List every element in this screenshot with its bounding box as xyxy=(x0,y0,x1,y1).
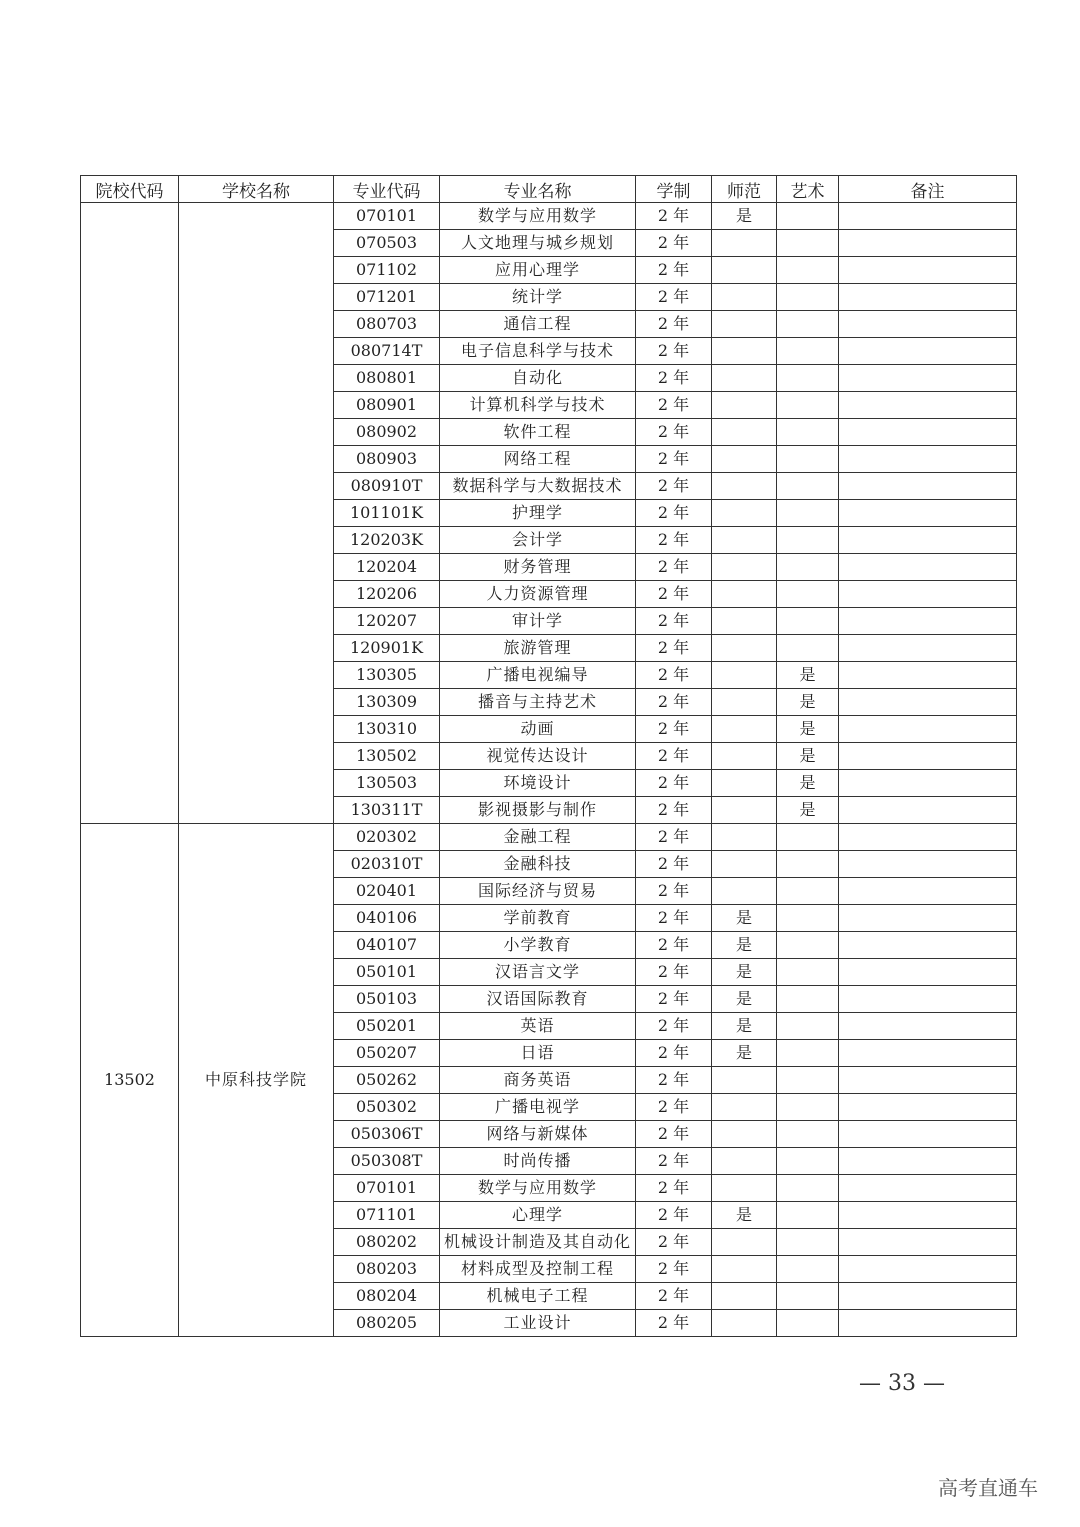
major-code-cell: 130309 xyxy=(334,689,440,716)
art-flag-cell xyxy=(777,392,839,419)
note-cell xyxy=(839,1310,1017,1337)
major-code-cell: 130502 xyxy=(334,743,440,770)
col-major-name-header: 专业名称 xyxy=(440,176,636,203)
major-name-cell: 英语 xyxy=(440,1013,636,1040)
major-code-cell: 071201 xyxy=(334,284,440,311)
major-code-cell: 070101 xyxy=(334,203,440,230)
col-school-code-header: 院校代码 xyxy=(81,176,179,203)
major-name-cell: 网络工程 xyxy=(440,446,636,473)
school-name-cell xyxy=(179,203,334,824)
duration-cell: 2 年 xyxy=(636,986,712,1013)
duration-cell: 2 年 xyxy=(636,257,712,284)
major-name-cell: 商务英语 xyxy=(440,1067,636,1094)
duration-cell: 2 年 xyxy=(636,311,712,338)
note-cell xyxy=(839,824,1017,851)
normal-flag-cell: 是 xyxy=(712,986,777,1013)
major-code-cell: 050302 xyxy=(334,1094,440,1121)
art-flag-cell xyxy=(777,1148,839,1175)
table-row xyxy=(81,203,1017,230)
major-name-cell: 时尚传播 xyxy=(440,1148,636,1175)
duration-cell: 2 年 xyxy=(636,797,712,824)
art-flag-cell xyxy=(777,932,839,959)
art-flag-cell xyxy=(777,1040,839,1067)
major-name-cell: 应用心理学 xyxy=(440,257,636,284)
col-school-name-header: 学校名称 xyxy=(179,176,334,203)
normal-flag-cell xyxy=(712,257,777,284)
art-flag-cell xyxy=(777,1202,839,1229)
duration-cell: 2 年 xyxy=(636,1202,712,1229)
major-name-cell: 机械电子工程 xyxy=(440,1283,636,1310)
major-name-cell: 环境设计 xyxy=(440,770,636,797)
major-code-cell: 080903 xyxy=(334,446,440,473)
major-name-cell: 计算机科学与技术 xyxy=(440,392,636,419)
major-name-cell: 通信工程 xyxy=(440,311,636,338)
normal-flag-cell xyxy=(712,1229,777,1256)
major-code-cell: 020302 xyxy=(334,824,440,851)
duration-cell: 2 年 xyxy=(636,1013,712,1040)
art-flag-cell xyxy=(777,365,839,392)
major-name-cell: 心理学 xyxy=(440,1202,636,1229)
normal-flag-cell xyxy=(712,527,777,554)
art-flag-cell xyxy=(777,1310,839,1337)
note-cell xyxy=(839,1229,1017,1256)
note-cell xyxy=(839,905,1017,932)
col-normal-header: 师范 xyxy=(712,176,777,203)
normal-flag-cell xyxy=(712,608,777,635)
duration-cell: 2 年 xyxy=(636,1175,712,1202)
major-name-cell: 人文地理与城乡规划 xyxy=(440,230,636,257)
normal-flag-cell xyxy=(712,581,777,608)
normal-flag-cell xyxy=(712,824,777,851)
art-flag-cell: 是 xyxy=(777,689,839,716)
normal-flag-cell xyxy=(712,1067,777,1094)
art-flag-cell: 是 xyxy=(777,662,839,689)
major-name-cell: 人力资源管理 xyxy=(440,581,636,608)
art-flag-cell: 是 xyxy=(777,743,839,770)
table-body xyxy=(81,203,1017,1337)
duration-cell: 2 年 xyxy=(636,824,712,851)
art-flag-cell xyxy=(777,1256,839,1283)
major-name-cell: 广播电视学 xyxy=(440,1094,636,1121)
major-name-cell: 护理学 xyxy=(440,500,636,527)
major-name-cell: 财务管理 xyxy=(440,554,636,581)
note-cell xyxy=(839,1256,1017,1283)
art-flag-cell xyxy=(777,500,839,527)
duration-cell: 2 年 xyxy=(636,959,712,986)
major-name-cell: 视觉传达设计 xyxy=(440,743,636,770)
major-code-cell: 080202 xyxy=(334,1229,440,1256)
major-code-cell: 080910T xyxy=(334,473,440,500)
duration-cell: 2 年 xyxy=(636,743,712,770)
major-code-cell: 080203 xyxy=(334,1256,440,1283)
normal-flag-cell xyxy=(712,500,777,527)
note-cell xyxy=(839,311,1017,338)
major-code-cell: 130310 xyxy=(334,716,440,743)
major-code-cell: 020401 xyxy=(334,878,440,905)
art-flag-cell xyxy=(777,905,839,932)
normal-flag-cell xyxy=(712,419,777,446)
major-name-cell: 网络与新媒体 xyxy=(440,1121,636,1148)
normal-flag-cell: 是 xyxy=(712,1202,777,1229)
duration-cell: 2 年 xyxy=(636,338,712,365)
duration-cell: 2 年 xyxy=(636,230,712,257)
duration-cell: 2 年 xyxy=(636,1283,712,1310)
school-code-cell: 13502 xyxy=(81,824,179,1337)
normal-flag-cell xyxy=(712,797,777,824)
duration-cell: 2 年 xyxy=(636,473,712,500)
major-name-cell: 自动化 xyxy=(440,365,636,392)
note-cell xyxy=(839,1040,1017,1067)
art-flag-cell xyxy=(777,878,839,905)
major-name-cell: 旅游管理 xyxy=(440,635,636,662)
normal-flag-cell xyxy=(712,716,777,743)
major-name-cell: 材料成型及控制工程 xyxy=(440,1256,636,1283)
major-code-cell: 120901K xyxy=(334,635,440,662)
normal-flag-cell xyxy=(712,473,777,500)
art-flag-cell xyxy=(777,1121,839,1148)
major-code-cell: 120203K xyxy=(334,527,440,554)
note-cell xyxy=(839,527,1017,554)
normal-flag-cell xyxy=(712,878,777,905)
duration-cell: 2 年 xyxy=(636,1148,712,1175)
note-cell xyxy=(839,986,1017,1013)
duration-cell: 2 年 xyxy=(636,392,712,419)
art-flag-cell: 是 xyxy=(777,797,839,824)
note-cell xyxy=(839,770,1017,797)
duration-cell: 2 年 xyxy=(636,662,712,689)
normal-flag-cell xyxy=(712,311,777,338)
duration-cell: 2 年 xyxy=(636,716,712,743)
duration-cell: 2 年 xyxy=(636,635,712,662)
art-flag-cell xyxy=(777,554,839,581)
major-code-cell: 040106 xyxy=(334,905,440,932)
duration-cell: 2 年 xyxy=(636,419,712,446)
normal-flag-cell: 是 xyxy=(712,905,777,932)
art-flag-cell xyxy=(777,635,839,662)
major-name-cell: 播音与主持艺术 xyxy=(440,689,636,716)
note-cell xyxy=(839,554,1017,581)
major-code-cell: 120206 xyxy=(334,581,440,608)
normal-flag-cell xyxy=(712,743,777,770)
note-cell xyxy=(839,257,1017,284)
art-flag-cell xyxy=(777,203,839,230)
duration-cell: 2 年 xyxy=(636,689,712,716)
duration-cell: 2 年 xyxy=(636,878,712,905)
school-code-cell xyxy=(81,203,179,824)
major-code-cell: 080205 xyxy=(334,1310,440,1337)
note-cell xyxy=(839,1094,1017,1121)
art-flag-cell xyxy=(777,824,839,851)
duration-cell: 2 年 xyxy=(636,851,712,878)
duration-cell: 2 年 xyxy=(636,1121,712,1148)
note-cell xyxy=(839,446,1017,473)
note-cell xyxy=(839,878,1017,905)
major-name-cell: 广播电视编导 xyxy=(440,662,636,689)
duration-cell: 2 年 xyxy=(636,932,712,959)
note-cell xyxy=(839,851,1017,878)
normal-flag-cell xyxy=(712,1121,777,1148)
note-cell xyxy=(839,230,1017,257)
major-code-cell: 080714T xyxy=(334,338,440,365)
major-name-cell: 工业设计 xyxy=(440,1310,636,1337)
note-cell xyxy=(839,365,1017,392)
major-name-cell: 数学与应用数学 xyxy=(440,1175,636,1202)
major-name-cell: 电子信息科学与技术 xyxy=(440,338,636,365)
major-code-cell: 050101 xyxy=(334,959,440,986)
note-cell xyxy=(839,1067,1017,1094)
normal-flag-cell xyxy=(712,689,777,716)
art-flag-cell xyxy=(777,419,839,446)
major-name-cell: 数据科学与大数据技术 xyxy=(440,473,636,500)
major-code-cell: 130305 xyxy=(334,662,440,689)
major-code-cell: 080801 xyxy=(334,365,440,392)
major-code-cell: 070101 xyxy=(334,1175,440,1202)
major-code-cell: 130503 xyxy=(334,770,440,797)
note-cell xyxy=(839,419,1017,446)
art-flag-cell xyxy=(777,473,839,500)
major-name-cell: 汉语言文学 xyxy=(440,959,636,986)
normal-flag-cell xyxy=(712,635,777,662)
major-code-cell: 080901 xyxy=(334,392,440,419)
note-cell xyxy=(839,608,1017,635)
duration-cell: 2 年 xyxy=(636,581,712,608)
duration-cell: 2 年 xyxy=(636,1256,712,1283)
normal-flag-cell xyxy=(712,1256,777,1283)
art-flag-cell xyxy=(777,851,839,878)
art-flag-cell xyxy=(777,230,839,257)
normal-flag-cell xyxy=(712,770,777,797)
duration-cell: 2 年 xyxy=(636,608,712,635)
normal-flag-cell xyxy=(712,662,777,689)
major-name-cell: 数学与应用数学 xyxy=(440,203,636,230)
col-art-header: 艺术 xyxy=(777,176,839,203)
table-header xyxy=(81,176,1017,203)
major-name-cell: 会计学 xyxy=(440,527,636,554)
art-flag-cell xyxy=(777,1013,839,1040)
page-number: — 33 — xyxy=(859,1371,945,1396)
duration-cell: 2 年 xyxy=(636,500,712,527)
note-cell xyxy=(839,689,1017,716)
note-cell xyxy=(839,662,1017,689)
art-flag-cell xyxy=(777,311,839,338)
major-name-cell: 汉语国际教育 xyxy=(440,986,636,1013)
art-flag-cell xyxy=(777,1229,839,1256)
major-name-cell: 小学教育 xyxy=(440,932,636,959)
normal-flag-cell xyxy=(712,284,777,311)
major-code-cell: 080902 xyxy=(334,419,440,446)
art-flag-cell xyxy=(777,1094,839,1121)
duration-cell: 2 年 xyxy=(636,554,712,581)
art-flag-cell xyxy=(777,581,839,608)
normal-flag-cell xyxy=(712,1094,777,1121)
art-flag-cell xyxy=(777,257,839,284)
major-code-cell: 070503 xyxy=(334,230,440,257)
duration-cell: 2 年 xyxy=(636,527,712,554)
major-code-cell: 120207 xyxy=(334,608,440,635)
note-cell xyxy=(839,392,1017,419)
art-flag-cell: 是 xyxy=(777,716,839,743)
note-cell xyxy=(839,743,1017,770)
normal-flag-cell: 是 xyxy=(712,959,777,986)
normal-flag-cell xyxy=(712,392,777,419)
note-cell xyxy=(839,959,1017,986)
major-name-cell: 软件工程 xyxy=(440,419,636,446)
header-row xyxy=(81,176,1017,203)
col-duration-header: 学制 xyxy=(636,176,712,203)
note-cell xyxy=(839,203,1017,230)
normal-flag-cell xyxy=(712,554,777,581)
art-flag-cell xyxy=(777,1175,839,1202)
normal-flag-cell: 是 xyxy=(712,1040,777,1067)
major-code-cell: 130311T xyxy=(334,797,440,824)
art-flag-cell xyxy=(777,527,839,554)
note-cell xyxy=(839,338,1017,365)
major-code-cell: 050306T xyxy=(334,1121,440,1148)
major-name-cell: 金融工程 xyxy=(440,824,636,851)
normal-flag-cell xyxy=(712,1310,777,1337)
major-name-cell: 机械设计制造及其自动化 xyxy=(440,1229,636,1256)
major-code-cell: 050308T xyxy=(334,1148,440,1175)
normal-flag-cell xyxy=(712,851,777,878)
normal-flag-cell xyxy=(712,1175,777,1202)
duration-cell: 2 年 xyxy=(636,1229,712,1256)
major-code-cell: 080703 xyxy=(334,311,440,338)
normal-flag-cell xyxy=(712,1148,777,1175)
major-name-cell: 动画 xyxy=(440,716,636,743)
major-code-cell: 080204 xyxy=(334,1283,440,1310)
duration-cell: 2 年 xyxy=(636,203,712,230)
art-flag-cell xyxy=(777,338,839,365)
normal-flag-cell: 是 xyxy=(712,932,777,959)
major-code-cell: 071102 xyxy=(334,257,440,284)
note-cell xyxy=(839,1283,1017,1310)
duration-cell: 2 年 xyxy=(636,365,712,392)
table-row xyxy=(81,824,1017,851)
note-cell xyxy=(839,635,1017,662)
note-cell xyxy=(839,500,1017,527)
normal-flag-cell: 是 xyxy=(712,1013,777,1040)
normal-flag-cell xyxy=(712,365,777,392)
duration-cell: 2 年 xyxy=(636,1094,712,1121)
art-flag-cell xyxy=(777,986,839,1013)
art-flag-cell xyxy=(777,959,839,986)
art-flag-cell: 是 xyxy=(777,770,839,797)
major-code-cell: 101101K xyxy=(334,500,440,527)
normal-flag-cell: 是 xyxy=(712,203,777,230)
major-code-cell: 120204 xyxy=(334,554,440,581)
duration-cell: 2 年 xyxy=(636,905,712,932)
major-code-cell: 050262 xyxy=(334,1067,440,1094)
col-major-code-header: 专业代码 xyxy=(334,176,440,203)
normal-flag-cell xyxy=(712,446,777,473)
art-flag-cell xyxy=(777,284,839,311)
major-code-cell: 040107 xyxy=(334,932,440,959)
art-flag-cell xyxy=(777,1283,839,1310)
major-code-cell: 050207 xyxy=(334,1040,440,1067)
normal-flag-cell xyxy=(712,1283,777,1310)
note-cell xyxy=(839,1175,1017,1202)
note-cell xyxy=(839,797,1017,824)
note-cell xyxy=(839,284,1017,311)
major-name-cell: 统计学 xyxy=(440,284,636,311)
art-flag-cell xyxy=(777,1067,839,1094)
art-flag-cell xyxy=(777,608,839,635)
majors-table xyxy=(80,175,1017,1337)
duration-cell: 2 年 xyxy=(636,1040,712,1067)
major-name-cell: 日语 xyxy=(440,1040,636,1067)
normal-flag-cell xyxy=(712,338,777,365)
col-note-header: 备注 xyxy=(839,176,1017,203)
art-flag-cell xyxy=(777,446,839,473)
duration-cell: 2 年 xyxy=(636,446,712,473)
duration-cell: 2 年 xyxy=(636,770,712,797)
watermark: 高考直通车 xyxy=(938,1476,1038,1500)
note-cell xyxy=(839,1121,1017,1148)
major-name-cell: 金融科技 xyxy=(440,851,636,878)
duration-cell: 2 年 xyxy=(636,284,712,311)
note-cell xyxy=(839,1202,1017,1229)
major-name-cell: 国际经济与贸易 xyxy=(440,878,636,905)
major-name-cell: 审计学 xyxy=(440,608,636,635)
duration-cell: 2 年 xyxy=(636,1067,712,1094)
note-cell xyxy=(839,1148,1017,1175)
major-code-cell: 050201 xyxy=(334,1013,440,1040)
note-cell xyxy=(839,932,1017,959)
note-cell xyxy=(839,581,1017,608)
note-cell xyxy=(839,473,1017,500)
normal-flag-cell xyxy=(712,230,777,257)
major-code-cell: 071101 xyxy=(334,1202,440,1229)
major-code-cell: 050103 xyxy=(334,986,440,1013)
major-name-cell: 影视摄影与制作 xyxy=(440,797,636,824)
note-cell xyxy=(839,716,1017,743)
duration-cell: 2 年 xyxy=(636,1310,712,1337)
major-name-cell: 学前教育 xyxy=(440,905,636,932)
note-cell xyxy=(839,1013,1017,1040)
major-code-cell: 020310T xyxy=(334,851,440,878)
school-name-cell: 中原科技学院 xyxy=(179,824,334,1337)
